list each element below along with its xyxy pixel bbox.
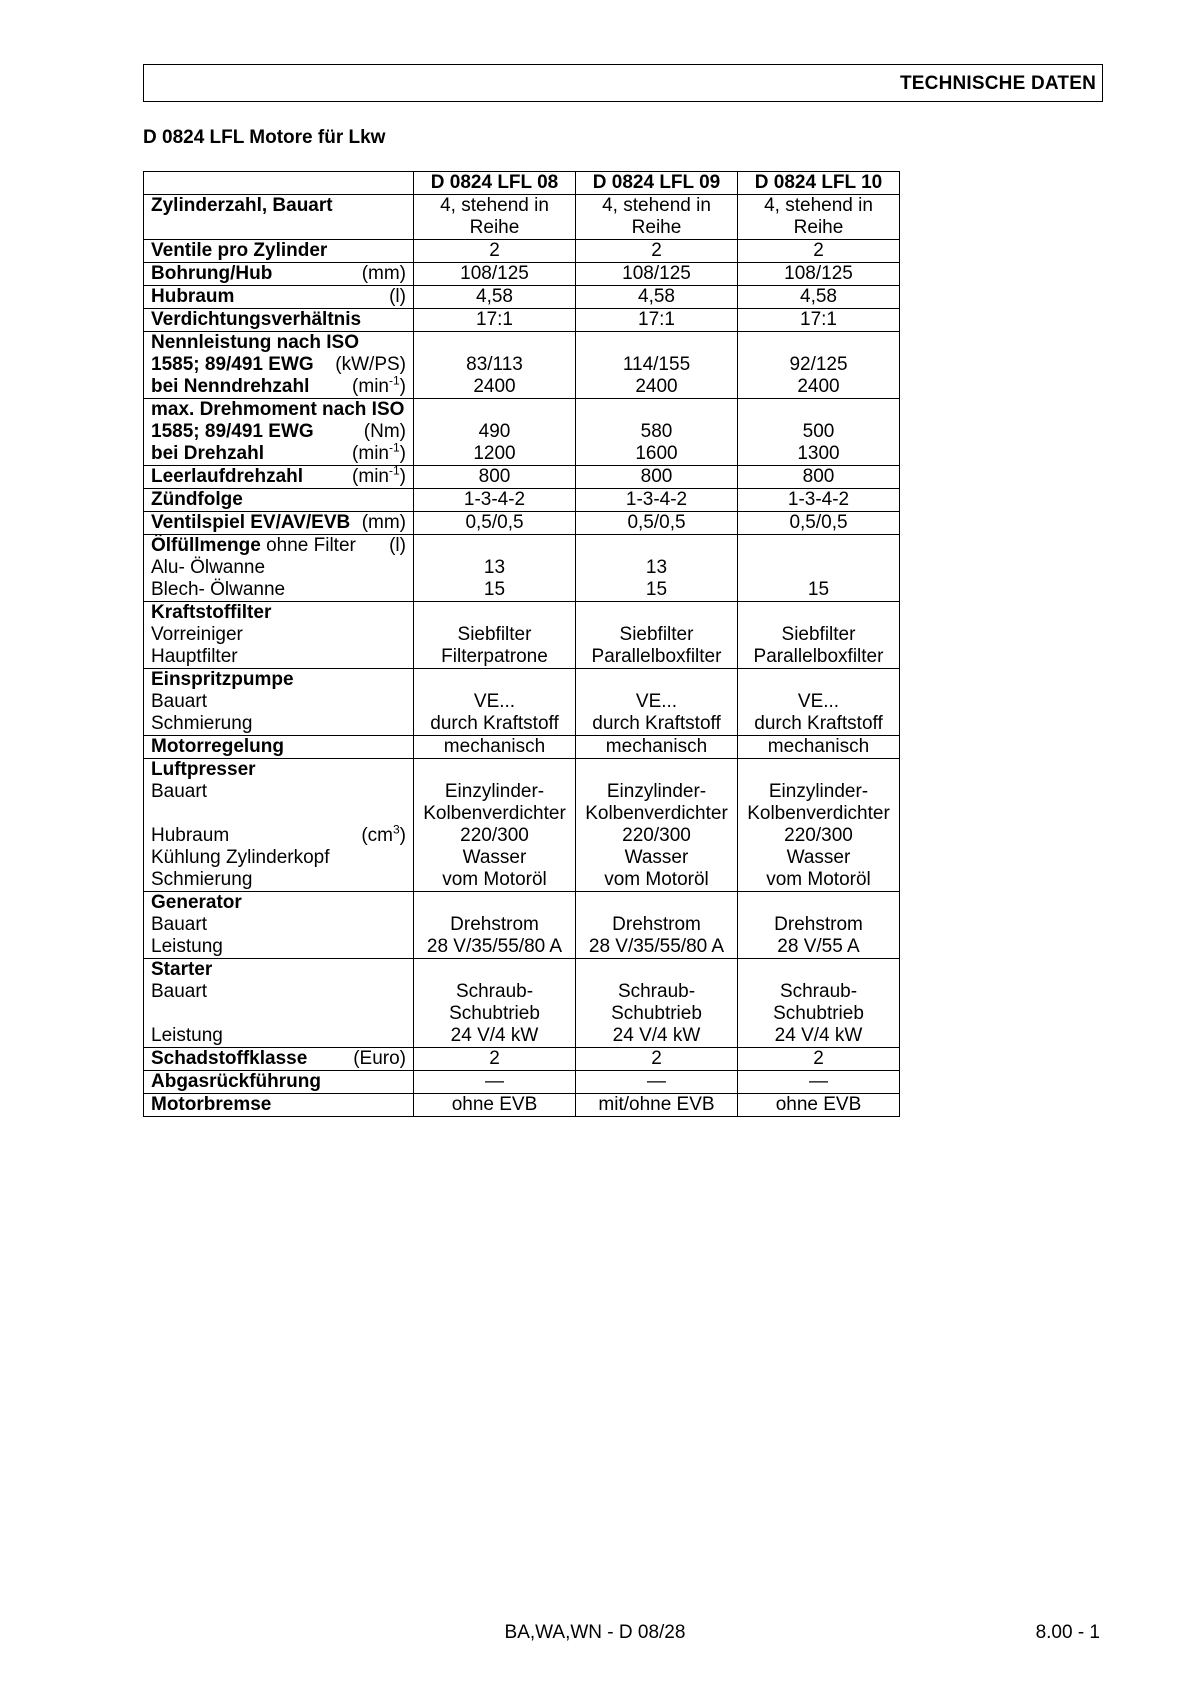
- value-cell: [576, 466, 738, 489]
- unit-superscript: -1: [389, 373, 400, 388]
- value-cell: [414, 1071, 576, 1094]
- value-line: 2400: [635, 376, 678, 397]
- row-label: Verdichtungsverhältnis: [151, 309, 362, 330]
- value-cell: [738, 892, 900, 959]
- value-line: 13: [483, 557, 506, 578]
- value-line: Filterpatrone: [441, 646, 548, 667]
- value-cell: [414, 286, 576, 309]
- value-line: 28 V/35/55/80 A: [588, 936, 725, 957]
- value-line: Einzylinder-: [444, 781, 545, 802]
- table-row: [144, 736, 900, 759]
- row-label: Blech- Ölwanne: [151, 579, 286, 600]
- value-line: 28 V/55 A: [777, 936, 860, 957]
- value-line: 800: [640, 466, 673, 487]
- value-cell: [414, 535, 576, 602]
- row-label: Bauart: [151, 914, 207, 935]
- table-row: [144, 286, 900, 309]
- row-label: Zündfolge: [151, 489, 243, 510]
- value-line: 83/113: [466, 354, 523, 375]
- value-cell: [576, 489, 738, 512]
- unit-text: (kW/PS): [335, 354, 406, 375]
- value-line: Wasser: [624, 847, 689, 868]
- value-line: mechanisch: [605, 736, 708, 757]
- row-label-cell: [144, 535, 414, 602]
- row-label: Hubraum: [151, 286, 235, 307]
- value-line: 4,58: [638, 286, 675, 307]
- row-unit: [389, 535, 406, 557]
- value-line: 0,5/0,5: [627, 512, 686, 533]
- value-line: 0,5/0,5: [789, 512, 848, 533]
- value-cell: [576, 332, 738, 399]
- value-cell: [738, 399, 900, 466]
- value-line: Schraub-: [617, 981, 696, 1002]
- value-cell: [576, 759, 738, 892]
- value-line: 1200: [473, 443, 516, 464]
- value-line: Siebfilter: [781, 624, 856, 645]
- row-label-cell: [144, 332, 414, 399]
- value-cell: [738, 669, 900, 736]
- row-label-cell: [144, 1094, 414, 1117]
- row-label-cell: [144, 736, 414, 759]
- value-cell: [738, 1048, 900, 1071]
- value-line: 800: [478, 466, 511, 487]
- value-line: 108/125: [784, 263, 853, 284]
- row-label-note: ohne Filter: [260, 535, 356, 556]
- row-label: Bohrung/Hub: [151, 263, 273, 284]
- value-line: Schraub-: [455, 981, 534, 1002]
- value-cell: [414, 1094, 576, 1117]
- unit-text: (mm): [361, 512, 406, 533]
- row-unit: [352, 373, 406, 398]
- row-unit: [362, 512, 406, 534]
- value-cell: [738, 759, 900, 892]
- row-label: 1585; 89/491 EWG: [151, 421, 314, 442]
- value-line: Schubtrieb: [773, 1003, 864, 1024]
- value-line: —: [485, 1071, 504, 1092]
- value-line: 2: [651, 240, 662, 261]
- value-line: 17:1: [638, 309, 675, 330]
- row-unit: [353, 1048, 406, 1070]
- value-cell: [738, 195, 900, 240]
- value-cell: [576, 1094, 738, 1117]
- value-line: Reihe: [793, 217, 844, 238]
- value-cell: [414, 309, 576, 332]
- value-line: Reihe: [631, 217, 682, 238]
- footer-page-number: 8.00 - 1: [1035, 1622, 1100, 1643]
- value-line: ohne EVB: [451, 1094, 538, 1115]
- value-line: Drehstrom: [774, 914, 863, 935]
- header-empty-cell: [144, 172, 414, 195]
- value-line: Drehstrom: [612, 914, 701, 935]
- value-line: 2: [489, 1048, 500, 1069]
- row-label: bei Drehzahl: [151, 443, 264, 464]
- row-label: Luftpresser: [151, 759, 256, 780]
- value-line: Parallelboxfilter: [753, 646, 884, 667]
- value-line: 220/300: [622, 825, 691, 846]
- header-box: [143, 64, 1103, 102]
- value-cell: [576, 535, 738, 602]
- row-label: Bauart: [151, 781, 207, 802]
- value-cell: [738, 466, 900, 489]
- row-label-cell: [144, 602, 414, 669]
- value-line: Einzylinder-: [768, 781, 869, 802]
- value-cell: [576, 602, 738, 669]
- value-line: Kolbenverdichter: [585, 803, 728, 824]
- value-line: Siebfilter: [457, 624, 532, 645]
- row-label: Bauart: [151, 691, 207, 712]
- row-label: Leistung: [151, 936, 223, 957]
- unit-close: ): [399, 466, 406, 487]
- row-label-cell: [144, 489, 414, 512]
- unit-close: ): [399, 376, 406, 397]
- row-label: Schmierung: [151, 713, 253, 734]
- value-cell: [738, 602, 900, 669]
- value-cell: [576, 263, 738, 286]
- row-label: Schmierung: [151, 869, 253, 890]
- value-cell: [414, 399, 576, 466]
- column-header: D 0824 LFL 10: [738, 172, 900, 195]
- value-line: 1300: [797, 443, 840, 464]
- value-cell: [414, 1048, 576, 1071]
- table-row: [144, 669, 900, 736]
- row-label-cell: [144, 240, 414, 263]
- value-line: 17:1: [476, 309, 513, 330]
- row-unit: [362, 263, 406, 285]
- value-line: VE...: [473, 691, 516, 712]
- value-cell: [738, 286, 900, 309]
- table-row: [144, 1071, 900, 1094]
- value-cell: [738, 959, 900, 1048]
- value-line: Reihe: [469, 217, 520, 238]
- value-line: 0,5/0,5: [465, 512, 524, 533]
- row-label: Kraftstoffilter: [151, 602, 272, 623]
- value-cell: [576, 195, 738, 240]
- unit-text: (l): [389, 535, 406, 556]
- row-label: Motorregelung: [151, 736, 284, 757]
- value-line: VE...: [797, 691, 840, 712]
- value-line: 15: [807, 579, 830, 600]
- unit-superscript: -1: [389, 440, 400, 455]
- value-line: 15: [483, 579, 506, 600]
- row-label-cell: [144, 1048, 414, 1071]
- row-label-cell: [144, 399, 414, 466]
- value-line: 220/300: [460, 825, 529, 846]
- value-cell: [414, 892, 576, 959]
- value-cell: [414, 669, 576, 736]
- value-line: mechanisch: [767, 736, 870, 757]
- value-line: 24 V/4 kW: [612, 1025, 701, 1046]
- table-row: [144, 466, 900, 489]
- row-label: Ölfüllmenge: [151, 535, 261, 556]
- value-line: 1600: [635, 443, 678, 464]
- value-line: 220/300: [784, 825, 853, 846]
- value-line: 490: [478, 421, 511, 442]
- value-cell: [414, 759, 576, 892]
- value-line: 24 V/4 kW: [450, 1025, 539, 1046]
- footer-doc-code: BA,WA,WN - D 08/28: [504, 1622, 686, 1643]
- value-cell: [576, 736, 738, 759]
- value-line: Wasser: [462, 847, 527, 868]
- row-label: Einspritzpumpe: [151, 669, 294, 690]
- row-label-cell: [144, 195, 414, 240]
- value-line: vom Motoröl: [604, 869, 709, 890]
- value-cell: [414, 263, 576, 286]
- table-row: [144, 1094, 900, 1117]
- value-line: Schubtrieb: [449, 1003, 540, 1024]
- row-label-cell: [144, 669, 414, 736]
- unit-superscript: -1: [389, 463, 400, 478]
- header-title: TECHNISCHE DATEN: [899, 73, 1096, 94]
- value-line: durch Kraftstoff: [592, 713, 721, 734]
- value-line: Einzylinder-: [606, 781, 707, 802]
- value-line: 2: [813, 1048, 824, 1069]
- value-line: 4,58: [476, 286, 513, 307]
- value-line: mit/ohne EVB: [598, 1094, 715, 1115]
- value-cell: [738, 1071, 900, 1094]
- row-label: Hauptfilter: [151, 646, 238, 667]
- value-cell: [414, 602, 576, 669]
- value-line: Kolbenverdichter: [747, 803, 890, 824]
- value-cell: [414, 240, 576, 263]
- unit-text: (min: [352, 376, 389, 397]
- row-unit: [352, 463, 406, 488]
- row-label-cell: [144, 1071, 414, 1094]
- row-label-cell: [144, 959, 414, 1048]
- value-line: 24 V/4 kW: [774, 1025, 863, 1046]
- row-label: Alu- Ölwanne: [151, 557, 266, 578]
- row-unit: [389, 286, 406, 308]
- value-line: 4,58: [800, 286, 837, 307]
- row-label: Kühlung Zylinderkopf: [151, 847, 330, 868]
- value-cell: [414, 489, 576, 512]
- spec-table-body: [144, 195, 900, 1117]
- value-cell: [414, 195, 576, 240]
- value-cell: [414, 466, 576, 489]
- value-cell: [576, 669, 738, 736]
- value-line: VE...: [635, 691, 678, 712]
- value-line: Drehstrom: [450, 914, 539, 935]
- row-label: Generator: [151, 892, 242, 913]
- value-line: 2: [651, 1048, 662, 1069]
- value-line: 2400: [473, 376, 516, 397]
- table-row: [144, 263, 900, 286]
- value-line: 13: [645, 557, 668, 578]
- row-label-cell: [144, 263, 414, 286]
- row-label: 1585; 89/491 EWG: [151, 354, 314, 375]
- value-cell: [576, 309, 738, 332]
- row-label: Hubraum: [151, 825, 230, 846]
- value-cell: [738, 240, 900, 263]
- row-label-cell: [144, 892, 414, 959]
- doc-title: D 0824 LFL Motore für Lkw: [143, 127, 386, 148]
- row-label: Leerlaufdrehzahl: [151, 466, 304, 487]
- value-cell: [738, 512, 900, 535]
- table-row: [144, 240, 900, 263]
- value-cell: [576, 1048, 738, 1071]
- value-cell: [414, 959, 576, 1048]
- table-row: [144, 759, 900, 892]
- value-line: 1-3-4-2: [787, 489, 850, 510]
- row-label: Abgasrückführung: [151, 1071, 321, 1092]
- unit-text: (l): [389, 286, 406, 307]
- row-label: Bauart: [151, 981, 207, 1002]
- row-label: Leistung: [151, 1025, 223, 1046]
- value-line: 108/125: [622, 263, 691, 284]
- table-row: [144, 1048, 900, 1071]
- row-label-cell: [144, 309, 414, 332]
- value-line: 4, stehend in: [602, 195, 711, 216]
- unit-text: (Euro): [353, 1048, 406, 1069]
- value-line: Schubtrieb: [611, 1003, 702, 1024]
- unit-text: (Nm): [363, 421, 406, 442]
- value-line: 800: [802, 466, 835, 487]
- value-line: 2400: [797, 376, 840, 397]
- row-label: bei Nenndrehzahl: [151, 376, 310, 397]
- value-cell: [576, 399, 738, 466]
- value-line: durch Kraftstoff: [430, 713, 559, 734]
- table-row: [144, 535, 900, 602]
- value-cell: [738, 1094, 900, 1117]
- value-line: 2: [813, 240, 824, 261]
- value-line: 114/155: [622, 354, 691, 375]
- value-line: —: [647, 1071, 666, 1092]
- value-cell: [576, 512, 738, 535]
- column-header: D 0824 LFL 08: [414, 172, 576, 195]
- table-row: [144, 512, 900, 535]
- table-row: [144, 332, 900, 399]
- table-row: [144, 195, 900, 240]
- value-cell: [576, 240, 738, 263]
- value-line: 580: [640, 421, 673, 442]
- value-cell: [576, 286, 738, 309]
- row-label: max. Drehmoment nach ISO: [151, 399, 405, 420]
- row-label: Ventile pro Zylinder: [151, 240, 328, 261]
- value-cell: [738, 736, 900, 759]
- value-line: vom Motoröl: [766, 869, 871, 890]
- unit-text: (mm): [361, 263, 406, 284]
- value-cell: [576, 1071, 738, 1094]
- value-cell: [414, 512, 576, 535]
- row-unit: [361, 822, 406, 847]
- unit-text: (min: [352, 466, 389, 487]
- value-cell: [738, 489, 900, 512]
- row-label: Schadstoffklasse: [151, 1048, 308, 1069]
- value-line: 500: [802, 421, 835, 442]
- value-cell: [738, 535, 900, 602]
- value-line: mechanisch: [443, 736, 546, 757]
- value-line: 15: [645, 579, 668, 600]
- value-cell: [576, 892, 738, 959]
- row-label: Motorbremse: [151, 1094, 272, 1115]
- table-row: [144, 959, 900, 1048]
- value-cell: [414, 332, 576, 399]
- column-header: D 0824 LFL 09: [576, 172, 738, 195]
- table-row: [144, 602, 900, 669]
- value-cell: [738, 309, 900, 332]
- table-row: [144, 892, 900, 959]
- value-line: Schraub-: [779, 981, 858, 1002]
- unit-text: (min: [352, 443, 389, 464]
- row-label-cell: [144, 512, 414, 535]
- row-label: Ventilspiel EV/AV/EVB: [151, 512, 351, 533]
- value-line: 4, stehend in: [764, 195, 873, 216]
- value-line: 2: [489, 240, 500, 261]
- value-line: Siebfilter: [619, 624, 694, 645]
- unit-close: ): [399, 825, 406, 846]
- value-line: Kolbenverdichter: [423, 803, 566, 824]
- unit-superscript: 3: [392, 822, 400, 837]
- value-cell: [738, 263, 900, 286]
- row-label-cell: [144, 759, 414, 892]
- value-line: ohne EVB: [775, 1094, 862, 1115]
- row-label-cell: [144, 286, 414, 309]
- value-line: 4, stehend in: [440, 195, 549, 216]
- unit-close: ): [399, 443, 406, 464]
- value-line: Wasser: [786, 847, 851, 868]
- row-unit: [352, 440, 406, 465]
- table-row: [144, 489, 900, 512]
- value-line: 28 V/35/55/80 A: [426, 936, 563, 957]
- row-label: Zylinderzahl, Bauart: [151, 195, 333, 216]
- row-label: Vorreiniger: [151, 624, 243, 645]
- value-line: 92/125: [789, 354, 848, 375]
- value-line: Parallelboxfilter: [591, 646, 722, 667]
- value-line: 1-3-4-2: [463, 489, 526, 510]
- row-label: Starter: [151, 959, 213, 980]
- value-line: —: [809, 1071, 828, 1092]
- value-line: vom Motoröl: [442, 869, 547, 890]
- table-row: [144, 399, 900, 466]
- value-cell: [738, 332, 900, 399]
- unit-text: (cm: [361, 825, 393, 846]
- table-header-row: [144, 172, 900, 195]
- row-label: Nennleistung nach ISO: [151, 332, 359, 353]
- value-line: durch Kraftstoff: [754, 713, 883, 734]
- table-row: [144, 309, 900, 332]
- value-line: 1-3-4-2: [625, 489, 688, 510]
- value-line: 17:1: [800, 309, 837, 330]
- spec-table: [143, 171, 900, 1117]
- value-cell: [576, 959, 738, 1048]
- row-label-cell: [144, 463, 414, 489]
- value-cell: [414, 736, 576, 759]
- value-line: 108/125: [460, 263, 529, 284]
